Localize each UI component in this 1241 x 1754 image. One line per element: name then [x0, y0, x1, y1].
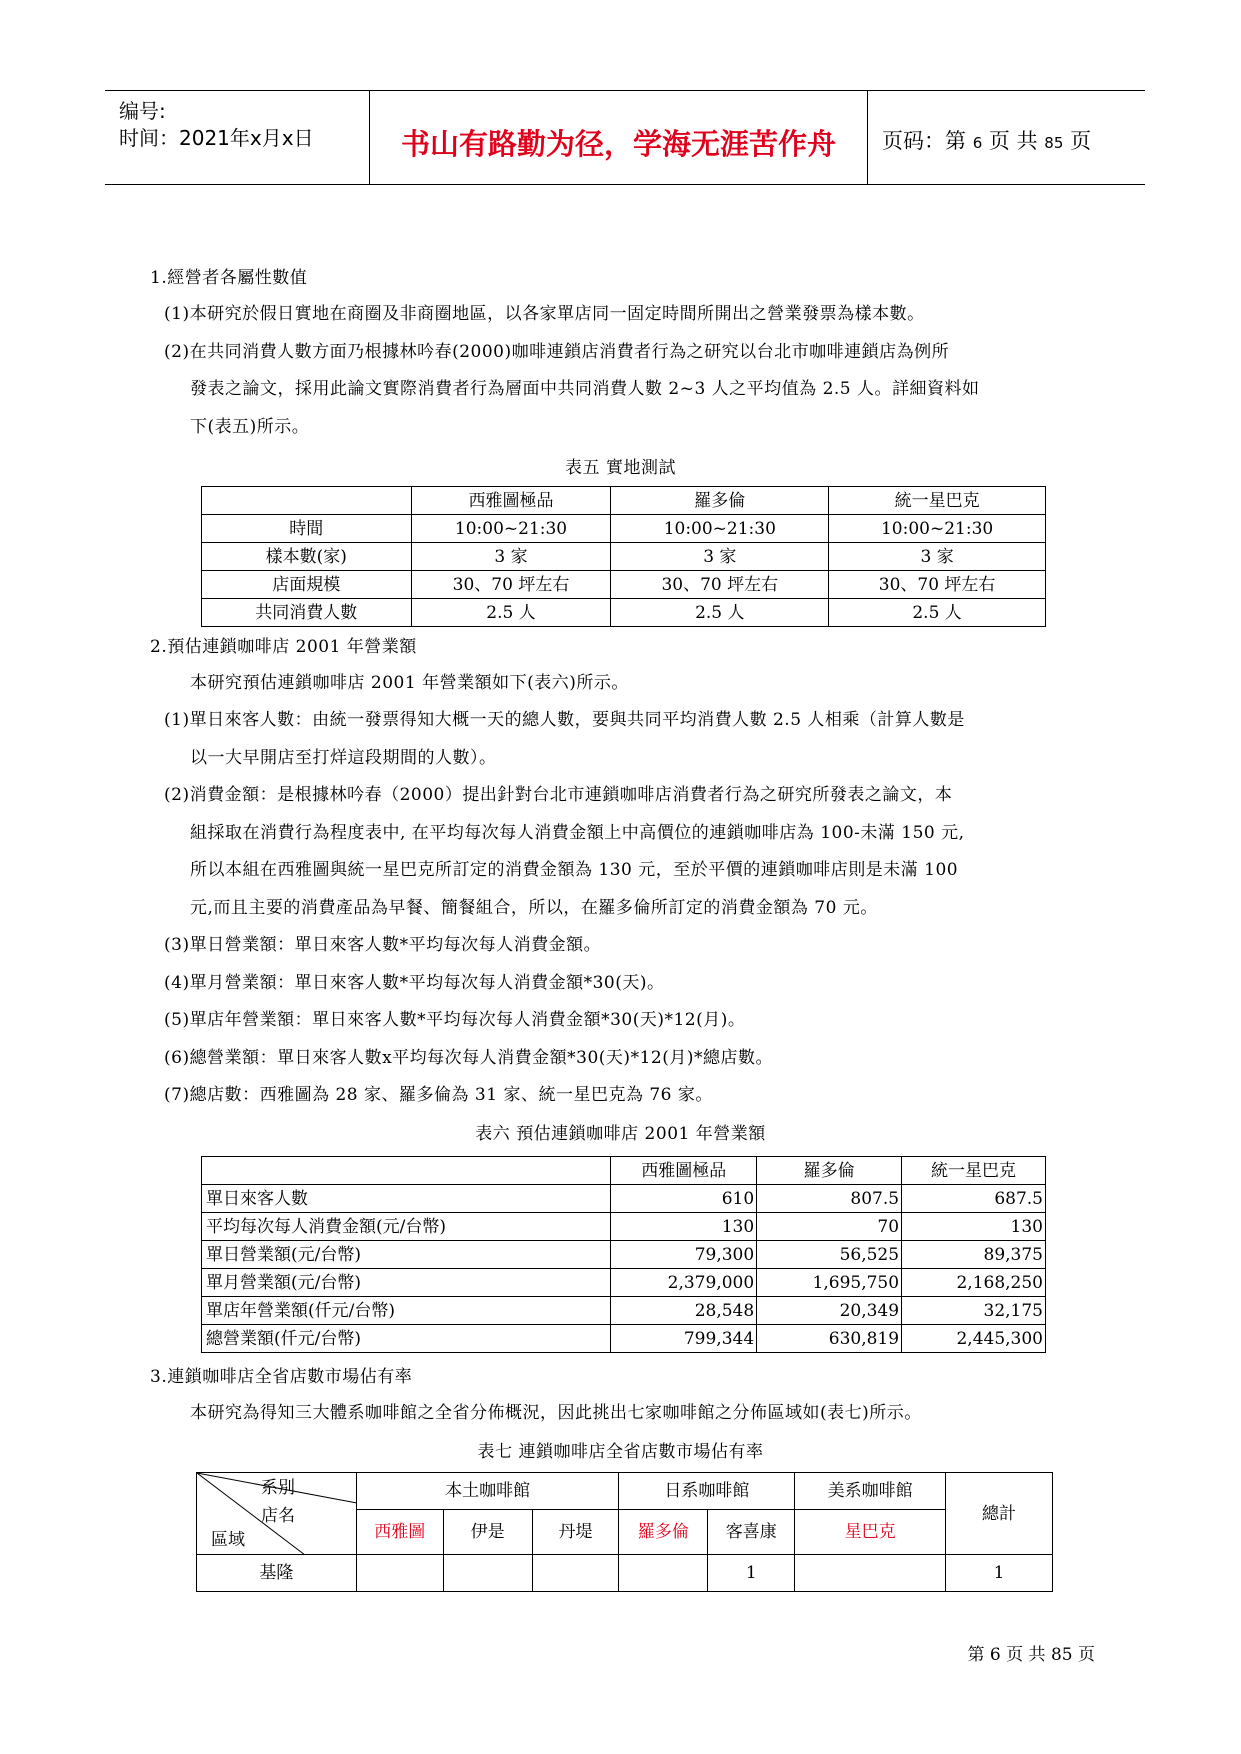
table-cell: 10:00~21:30 — [829, 515, 1046, 543]
table-row — [202, 1241, 1046, 1269]
table-header: 羅多倫 — [757, 1157, 902, 1185]
table-row — [202, 543, 1046, 571]
table-cell: 單日營業額(元/台幣) — [202, 1241, 611, 1269]
page-mid: 页 共 — [988, 129, 1038, 153]
table-header: 西雅圖極品 — [411, 487, 611, 515]
section1-heading: 1.經營者各屬性數值 — [150, 268, 308, 288]
table6 — [201, 1156, 1046, 1353]
section2-heading: 2.預估連鎖咖啡店 2001 年營業額 — [150, 637, 417, 657]
table-cell: 樣本數(家) — [202, 543, 412, 571]
table-row — [202, 1325, 1046, 1353]
table-cell: 2,168,250 — [902, 1269, 1046, 1297]
table-cell — [356, 1555, 443, 1592]
table-cell: 20,349 — [757, 1297, 902, 1325]
table-cell: 630,819 — [757, 1325, 902, 1353]
table-cell: 32,175 — [902, 1297, 1046, 1325]
section2-p5: (5)單店年營業額：單日來客人數*平均每次每人消費金額*30(天)*12(月)。 — [164, 1010, 746, 1030]
motto-text: 书山有路勤为径，学海无涯苦作舟 — [400, 127, 836, 161]
section2-p1-line1: (1)單日來客人數：由統一發票得知大概一天的總人數，要與共同平均消費人數 2.5 人相乘（計算人數是 — [164, 710, 965, 730]
table7 — [196, 1472, 1053, 1592]
table-cell: 3 家 — [411, 543, 611, 571]
section2-p2-line2: 組採取在消費行為程度表中, 在平均每次每人消費金額上中高價位的連鎖咖啡店為 100-未滿 150 元, — [190, 823, 965, 843]
section2-p4: (4)單月營業額：單日來客人數*平均每次每人消費金額*30(天)。 — [164, 973, 665, 993]
section2-p3: (3)單日營業額：單日來客人數*平均每次每人消費金額。 — [164, 935, 602, 955]
table-cell: 30、70 坪左右 — [411, 571, 611, 599]
total-cell: 1 — [946, 1555, 1053, 1592]
table-cell: 70 — [757, 1213, 902, 1241]
section2-p6: (6)總營業額：單日來客人數x平均每次每人消費金額*30(天)*12(月)*總店數。 — [164, 1048, 773, 1068]
table-cell: 130 — [611, 1213, 757, 1241]
table-cell: 2.5 人 — [829, 599, 1046, 627]
section1-p2-line2: 發表之論文，採用此論文實際消費者行為層面中共同消費人數 2~3 人之平均值為 2.5 人。詳細資料如 — [190, 379, 980, 399]
number-label: 编号: — [119, 99, 166, 123]
time-label: 时间：2021年x月x日 — [119, 126, 314, 150]
store-yishi: 伊是 — [443, 1510, 532, 1555]
table5-caption: 表五 實地測試 — [565, 458, 676, 478]
table6-caption: 表六 預估連鎖咖啡店 2001 年營業額 — [475, 1124, 766, 1144]
region-cell: 基隆 — [197, 1555, 357, 1592]
table-cell — [532, 1555, 619, 1592]
table-cell — [619, 1555, 708, 1592]
section2-p2-line3: 所以本組在西雅圖與統一星巴克所訂定的消費金額為 130 元，至於平價的連鎖咖啡店則是未滿 100 — [190, 860, 959, 880]
table-cell: 店面規模 — [202, 571, 412, 599]
total-header: 總計 — [946, 1473, 1053, 1555]
table-cell: 平均每次每人消費金額(元/台幣) — [202, 1213, 611, 1241]
table-header: 統一星巴克 — [829, 487, 1046, 515]
table-cell: 2.5 人 — [611, 599, 829, 627]
section2-p1-line2: 以一大早開店至打烊這段期間的人數）。 — [190, 748, 497, 768]
table-row — [202, 1185, 1046, 1213]
table-cell — [202, 487, 412, 515]
corner-store: 店名 — [261, 1506, 295, 1526]
table-cell: 79,300 — [611, 1241, 757, 1269]
table-cell: 30、70 坪左右 — [611, 571, 829, 599]
store-kexikang: 客喜康 — [708, 1510, 795, 1555]
section1-p1: (1)本研究於假日實地在商圈及非商圈地區，以各家單店同一固定時間所開出之營業發票為樣本數。 — [164, 304, 925, 324]
table-row — [197, 1555, 1053, 1592]
table-cell: 56,525 — [757, 1241, 902, 1269]
page-indicator — [882, 125, 1091, 155]
section3-intro: 本研究為得知三大體系咖啡館之全省分佈概況，因此挑出七家咖啡館之分佈區域如(表七)所示。 — [190, 1403, 922, 1423]
table-row — [202, 1213, 1046, 1241]
table-cell: 687.5 — [902, 1185, 1046, 1213]
section2-p2-line1: (2)消費金額：是根據林吟春（2000）提出針對台北市連鎖咖啡店消費者行為之研究所發表之論文，本 — [164, 785, 953, 805]
section3-heading: 3.連鎖咖啡店全省店數市場佔有率 — [150, 1367, 413, 1387]
table5 — [201, 486, 1046, 627]
corner-region: 區域 — [211, 1530, 245, 1550]
table-header: 羅多倫 — [611, 487, 829, 515]
page-pre: 页码：第 — [882, 129, 966, 153]
table-header: 西雅圖極品 — [611, 1157, 757, 1185]
table-cell: 2,379,000 — [611, 1269, 757, 1297]
header-info — [105, 91, 370, 184]
table-row — [202, 1269, 1046, 1297]
table-cell: 3 家 — [611, 543, 829, 571]
table-cell: 610 — [611, 1185, 757, 1213]
table-row — [197, 1473, 1053, 1510]
table-cell: 共同消費人數 — [202, 599, 412, 627]
store-doutor: 羅多倫 — [619, 1510, 708, 1555]
table-cell: 單店年營業額(仟元/台幣) — [202, 1297, 611, 1325]
table-cell: 2,445,300 — [902, 1325, 1046, 1353]
store-seattle: 西雅圖 — [356, 1510, 443, 1555]
table-cell: 130 — [902, 1213, 1046, 1241]
table-cell: 807.5 — [757, 1185, 902, 1213]
table-row — [202, 515, 1046, 543]
table-row — [202, 571, 1046, 599]
corner-system: 系別 — [261, 1478, 295, 1498]
table-cell: 89,375 — [902, 1241, 1046, 1269]
store-dante: 丹堤 — [532, 1510, 619, 1555]
header-page — [868, 91, 1145, 184]
table-cell: 單日來客人數 — [202, 1185, 611, 1213]
table-cell — [202, 1157, 611, 1185]
store-starbucks: 星巴克 — [795, 1510, 946, 1555]
section1-p2-line1: (2)在共同消費人數方面乃根據林吟春(2000)咖啡連鎖店消費者行為之研究以台北市咖啡連鎖店為例所 — [164, 342, 950, 362]
table-cell: 10:00~21:30 — [411, 515, 611, 543]
table-cell: 時間 — [202, 515, 412, 543]
table-cell: 1,695,750 — [757, 1269, 902, 1297]
table-cell: 1 — [708, 1555, 795, 1592]
table-cell: 3 家 — [829, 543, 1046, 571]
table-row — [202, 599, 1046, 627]
group-local: 本土咖啡館 — [356, 1473, 619, 1510]
corner-cell — [197, 1473, 357, 1555]
table-cell — [443, 1555, 532, 1592]
page-num: 6 — [972, 134, 983, 152]
table-header: 統一星巴克 — [902, 1157, 1046, 1185]
table-cell: 總營業額(仟元/台幣) — [202, 1325, 611, 1353]
page-post: 页 — [1070, 129, 1092, 153]
table-cell: 10:00~21:30 — [611, 515, 829, 543]
header-motto — [370, 91, 868, 184]
section1-p2-line3: 下(表五)所示。 — [190, 417, 310, 437]
section2-p2-line4: 元,而且主要的消費產品為早餐、簡餐組合，所以，在羅多倫所訂定的消費金額為 70 元。 — [190, 898, 878, 918]
page-total: 85 — [1044, 134, 1064, 152]
table-cell: 799,344 — [611, 1325, 757, 1353]
page-footer: 第 6 页 共 85 页 — [967, 1645, 1095, 1665]
page-header — [105, 90, 1145, 185]
section2-intro: 本研究預估連鎖咖啡店 2001 年營業額如下(表六)所示。 — [190, 673, 629, 693]
table-cell: 30、70 坪左右 — [829, 571, 1046, 599]
table-row — [202, 487, 1046, 515]
table-cell: 單月營業額(元/台幣) — [202, 1269, 611, 1297]
table-cell: 2.5 人 — [411, 599, 611, 627]
table7-caption: 表七 連鎖咖啡店全省店數市場佔有率 — [477, 1442, 764, 1462]
table-row — [202, 1157, 1046, 1185]
group-japanese: 日系咖啡館 — [619, 1473, 795, 1510]
table-cell: 28,548 — [611, 1297, 757, 1325]
section2-p7: (7)總店數：西雅圖為 28 家、羅多倫為 31 家、統一星巴克為 76 家。 — [164, 1085, 713, 1105]
table-cell — [795, 1555, 946, 1592]
group-american: 美系咖啡館 — [795, 1473, 946, 1510]
table-row — [202, 1297, 1046, 1325]
